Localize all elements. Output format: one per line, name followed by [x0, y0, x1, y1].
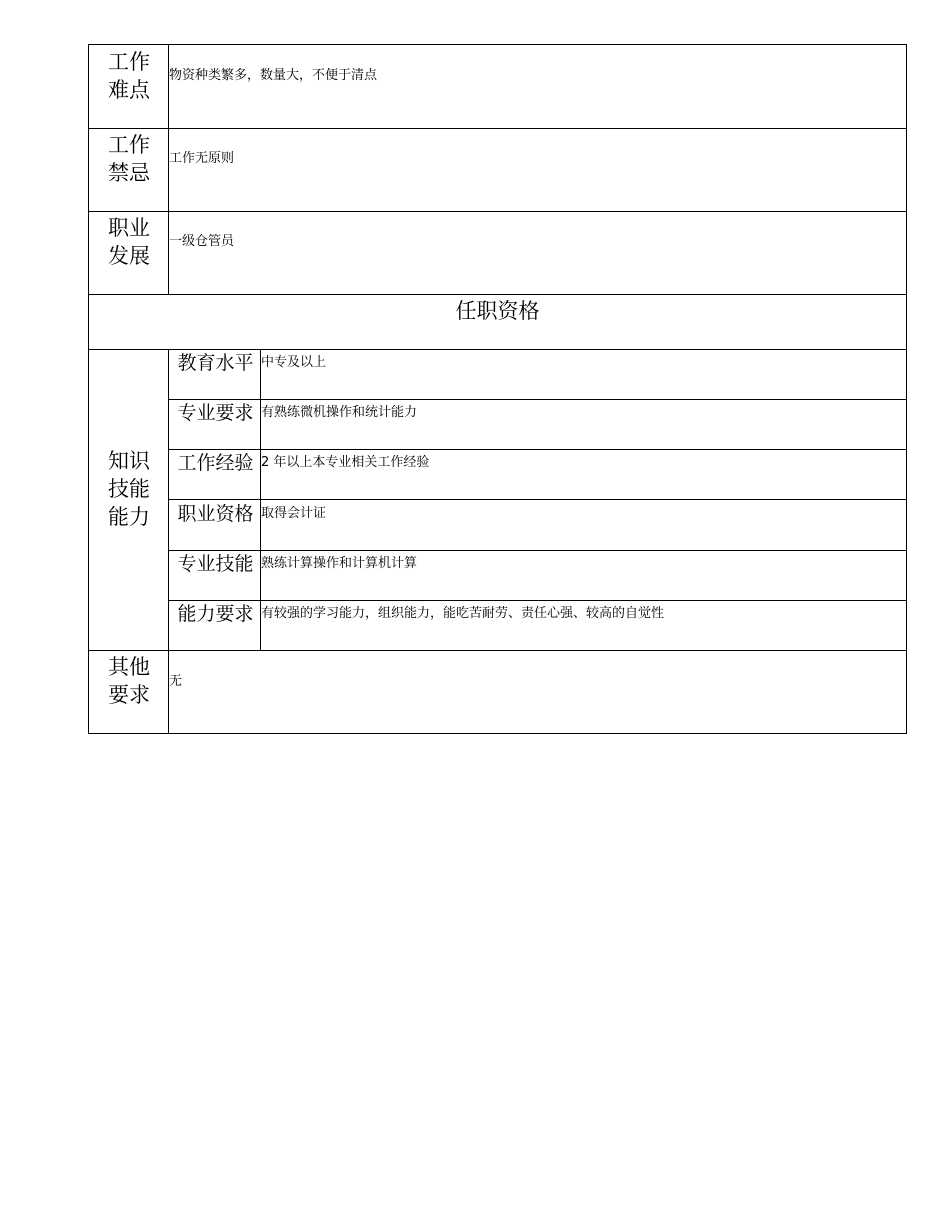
education-value: 中专及以上 — [261, 355, 327, 370]
difficulty-label — [89, 48, 169, 104]
knowledge-skills-label-line1: 知识 — [108, 449, 150, 473]
professional-skill-value: 熟练计算操作和计算机计算 — [261, 556, 418, 571]
row-divider — [89, 294, 906, 295]
row-divider — [169, 550, 906, 551]
taboo-label-line1: 工作 — [108, 133, 150, 157]
row-divider — [169, 399, 906, 400]
taboo-label — [89, 131, 169, 187]
ability-requirement-label: 能力要求 — [177, 603, 254, 625]
knowledge-skills-label-line2: 技能 — [108, 477, 150, 501]
other-requirements-value: 无 — [169, 674, 183, 689]
other-requirements-label — [89, 653, 169, 709]
row-divider — [89, 211, 906, 212]
career-label — [89, 214, 169, 270]
career-label-line2: 发展 — [108, 244, 150, 268]
career-label-line1: 职业 — [108, 216, 150, 240]
difficulty-label-line2: 难点 — [108, 78, 150, 102]
education-label: 教育水平 — [177, 352, 254, 374]
qualifications-title: 任职资格 — [455, 299, 540, 323]
row-divider — [169, 449, 906, 450]
work-experience-value: 2 年以上本专业相关工作经验 — [261, 455, 430, 470]
row-divider — [169, 499, 906, 500]
knowledge-skills-label-line3: 能力 — [108, 505, 150, 529]
taboo-value: 工作无原则 — [169, 151, 235, 166]
professional-skill-label: 专业技能 — [177, 553, 254, 575]
work-experience-label: 工作经验 — [177, 452, 254, 474]
ability-requirement-value: 有较强的学习能力，组织能力，能吃苦耐劳、责任心强、较高的自觉性 — [261, 606, 665, 621]
row-divider — [89, 650, 906, 651]
professional-qualification-value: 取得会计证 — [261, 506, 327, 521]
taboo-label-line2: 禁忌 — [108, 161, 150, 185]
major-requirement-value: 有熟练微机操作和统计能力 — [261, 405, 418, 420]
difficulty-label-line1: 工作 — [108, 50, 150, 74]
other-requirements-label-line2: 要求 — [108, 683, 150, 707]
career-value: 一级仓管员 — [169, 234, 235, 249]
other-requirements-label-line1: 其他 — [108, 655, 150, 679]
professional-qualification-label: 职业资格 — [177, 503, 254, 525]
job-description-table — [88, 44, 907, 734]
row-divider — [169, 600, 906, 601]
difficulty-value: 物资种类繁多，数量大，不便于清点 — [169, 68, 378, 83]
major-requirement-label: 专业要求 — [177, 402, 254, 424]
knowledge-skills-label — [89, 447, 169, 531]
row-divider — [89, 128, 906, 129]
